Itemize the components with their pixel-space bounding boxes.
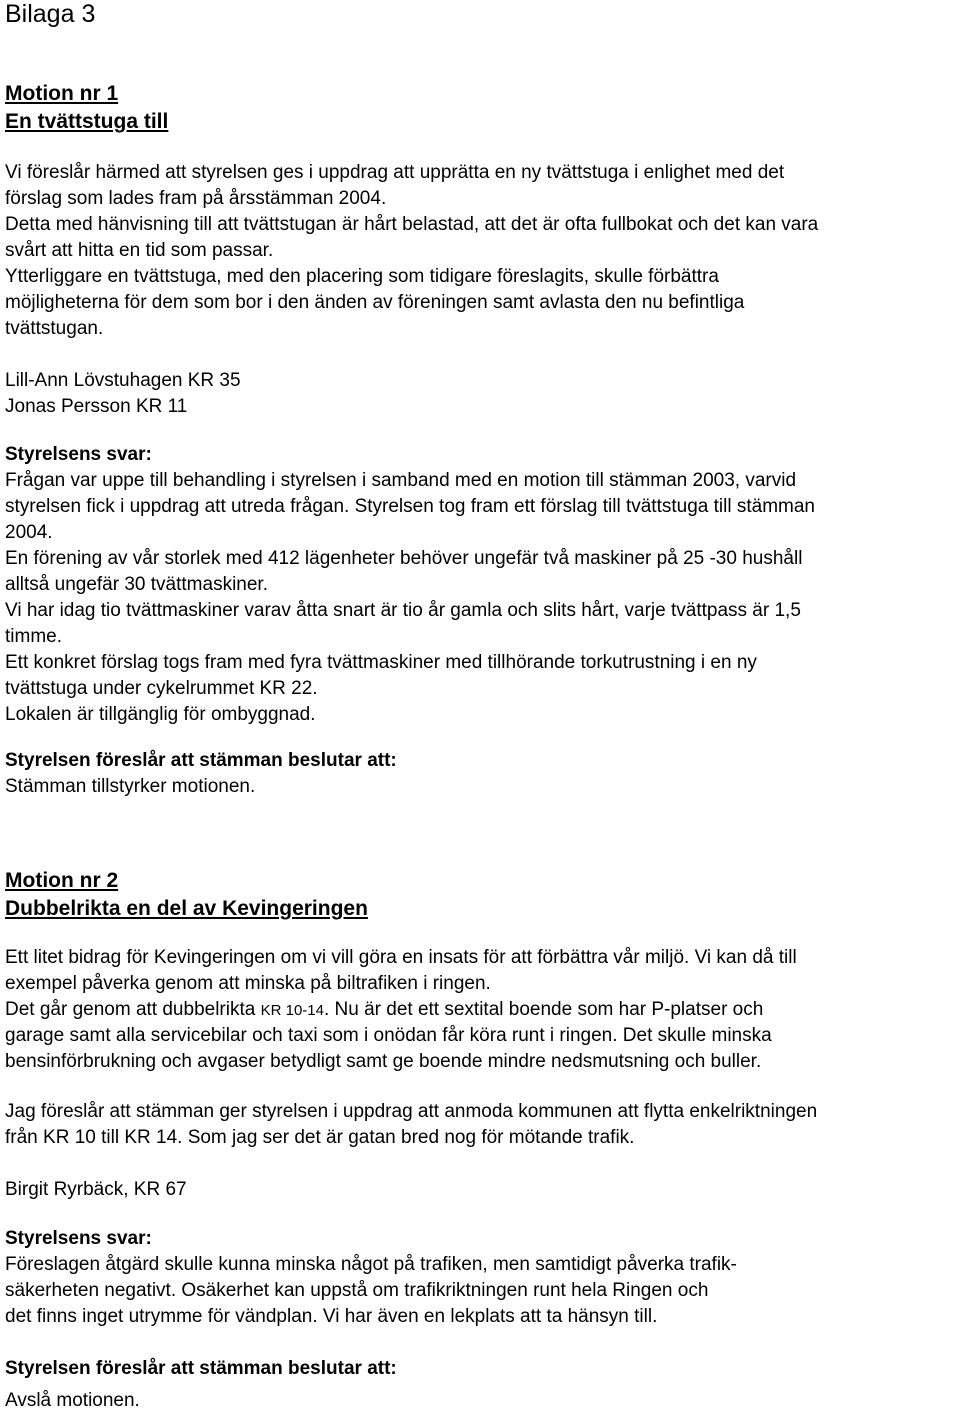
motion-1-body-line: Vi föreslår härmed att styrelsen ges i uppdrag att upprätta en ny tvättstuga i enlighet med det: [5, 162, 785, 183]
motion-2-board-reply-label: Styrelsens svar:: [5, 1228, 152, 1249]
motion-2-p1-line: garage samt alla servicebilar och taxi som i onödan får köra runt i ringen. Det skulle minska: [5, 1025, 772, 1046]
motion-1-board-reply-line: styrelsen fick i uppdrag att utreda frågan. Styrelsen tog fram ett förslag till tvättstuga till stämman: [5, 496, 815, 517]
motion-1-board-reply-line: Frågan var uppe till behandling i styrelsen i samband med en motion till stämman 2003, varvid: [5, 470, 797, 491]
document-title: Bilaga 3: [5, 0, 96, 28]
motion-1-body-line: Detta med hänvisning till att tvättstugan är hårt belastad, att det är ofta fullbokat och det kan vara: [5, 214, 819, 235]
motion-2-p1-line: Ett litet bidrag för Kevingeringen om vi vill göra en insats för att förbättra vår miljö. Vi kan då till: [5, 947, 797, 968]
motion-1-author: Jonas Persson KR 11: [5, 396, 188, 417]
motion-1-board-reply-line: En förening av vår storlek med 412 lägenheter behöver ungefär två maskiner på 25 -30 hushåll: [5, 548, 803, 569]
motion-2-p1-line3-street: KR 10-14: [260, 1002, 324, 1019]
motion-1-proposal: [5, 748, 960, 800]
motion-2-p1-line: [5, 997, 960, 1023]
motion-1-proposal-text: Stämman tillstyrker motionen.: [5, 776, 256, 797]
motion-1-board-reply-line: Lokalen är tillgänglig för ombyggnad.: [5, 704, 316, 725]
motion-1-board-reply-line: Vi har idag tio tvättmaskiner varav åtta snart är tio år gamla och slits hårt, varje tvättpass är 1,5: [5, 600, 801, 621]
motion-2-paragraph-1: [5, 945, 960, 1075]
motion-2-p1-line: exempel påverka genom att minska på biltrafiken i ringen.: [5, 973, 491, 994]
motion-1-board-reply-line: Ett konkret förslag togs fram med fyra tvättmaskiner med tillhörande torkutrustning i en ny: [5, 652, 757, 673]
motion-1-body-line: Ytterliggare en tvättstuga, med den placering som tidigare föreslagits, skulle förbättra: [5, 266, 719, 287]
motion-1-board-reply-line: 2004.: [5, 522, 53, 543]
motion-2-board-reply-line: Föreslagen åtgärd skulle kunna minska något på trafiken, men samtidigt påverka trafik-: [5, 1254, 737, 1275]
motion-1-number-heading: Motion nr 1: [5, 82, 119, 105]
motion-1-body-line: möjligheterna för dem som bor i den änden av föreningen samt avlasta den nu befintliga: [5, 292, 745, 313]
motion-1-board-reply-line: alltså ungefär 30 tvättmaskiner.: [5, 574, 268, 595]
motion-2-proposal: [5, 1356, 960, 1414]
motion-2-paragraph-2: [5, 1099, 960, 1151]
motion-1-proposal-label: Styrelsen föreslår att stämman beslutar att:: [5, 750, 397, 771]
motion-1-authors: [5, 368, 960, 420]
motion-1-body: [5, 160, 960, 342]
motion-1-title-heading: En tvättstuga till: [5, 110, 169, 133]
motion-2-author-name: Birgit Ryrbäck, KR 67: [5, 1179, 187, 1200]
motion-2-p1-line: bensinförbrukning och avgaser betydligt samt ge boende mindre nedsmutsning och buller.: [5, 1051, 762, 1072]
motion-2-p1-line3-pre: Det går genom att dubbelrikta: [5, 999, 261, 1020]
motion-2-title-heading: Dubbelrikta en del av Kevingeringen: [5, 897, 368, 920]
motion-2-board-reply: [5, 1226, 960, 1330]
motion-2-board-reply-line: säkerheten negativt. Osäkerhet kan uppstå om trafikriktningen runt hela Ringen och: [5, 1280, 709, 1301]
motion-2-p2-line: från KR 10 till KR 14. Som jag ser det är gatan bred nog för mötande trafik.: [5, 1127, 635, 1148]
motion-2-proposal-label: Styrelsen föreslår att stämman beslutar att:: [5, 1358, 397, 1379]
motion-1-body-line: svårt att hitta en tid som passar.: [5, 240, 274, 261]
motion-1-board-reply: [5, 442, 960, 728]
motion-1-board-reply-line: timme.: [5, 626, 62, 647]
motion-1-body-line: förslag som lades fram på årsstämman 2004.: [5, 188, 387, 209]
motion-2-p1-line3-post: . Nu är det ett sextital boende som har P-platser och: [323, 999, 764, 1020]
motion-2-board-reply-line: det finns inget utrymme för vändplan. Vi har även en lekplats att ta hänsyn till.: [5, 1306, 658, 1327]
motion-2-author: [5, 1177, 960, 1203]
motion-1-author: Lill-Ann Lövstuhagen KR 35: [5, 370, 241, 391]
motion-1-body-line: tvättstugan.: [5, 318, 104, 339]
motion-2-proposal-text: Avslå motionen.: [5, 1390, 140, 1411]
motion-1-board-reply-line: tvättstuga under cykelrummet KR 22.: [5, 678, 318, 699]
motion-2-number-heading: Motion nr 2: [5, 869, 119, 892]
motion-1-board-reply-label: Styrelsens svar:: [5, 444, 152, 465]
motion-2-p2-line: Jag föreslår att stämman ger styrelsen i uppdrag att anmoda kommunen att flytta enkelriktningen: [5, 1101, 818, 1122]
